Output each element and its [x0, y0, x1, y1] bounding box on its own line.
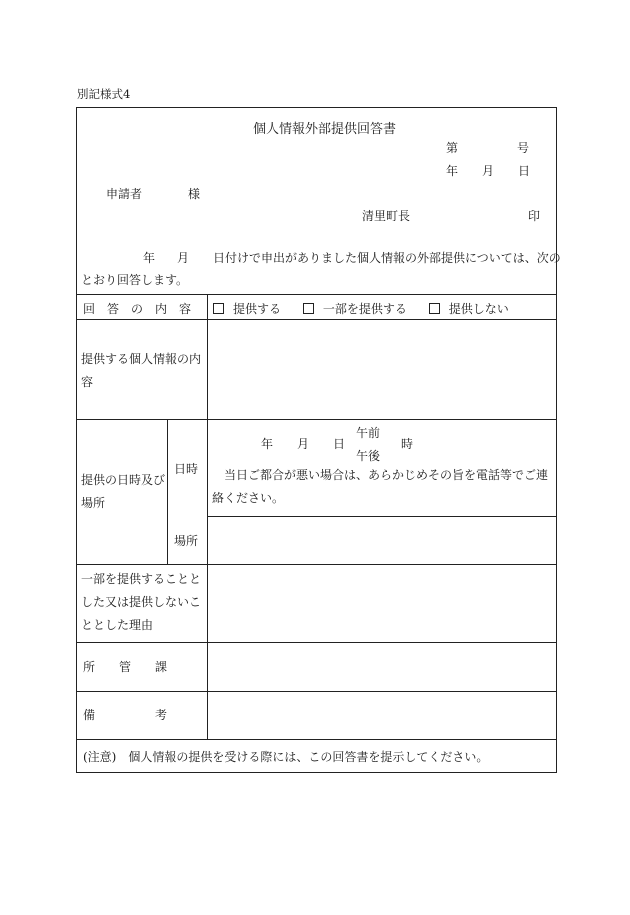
datetime-year-label: 年	[261, 437, 274, 451]
form-number: 別記様式4	[77, 87, 131, 101]
date-day-label: 日	[518, 164, 531, 178]
rule	[207, 516, 556, 517]
caution-note: (注意) 個人情報の提供を受ける際には、この回答書を提示してください。	[83, 750, 489, 764]
date-year-label: 年	[446, 164, 459, 178]
intro-month-label: 月	[177, 251, 190, 265]
rule	[77, 564, 556, 565]
doc-number-go: 号	[517, 141, 530, 155]
intro-text-line2: とおり回答します。	[81, 273, 189, 287]
option-partial[interactable]: 一部を提供する	[303, 302, 407, 316]
applicant-label: 申請者	[106, 187, 143, 201]
rule	[77, 642, 556, 643]
datetime-sublabel: 日時	[174, 462, 199, 476]
datetime-note: 当日ご都合が悪い場合は、あらかじめその旨を電話等でご連絡ください。	[212, 468, 549, 505]
checkbox-provide[interactable]	[213, 303, 224, 314]
remarks-label: 備 考	[83, 708, 168, 722]
datetime-month-label: 月	[297, 437, 310, 451]
doc-number-dai: 第	[446, 141, 459, 155]
provided-info-label: 提供する個人情報の内容	[81, 352, 202, 389]
answer-options	[213, 300, 527, 317]
option-provide[interactable]: 提供する	[213, 302, 281, 316]
answer-content-label: 回 答 の 内 容	[83, 302, 192, 316]
datetime-place-label: 提供の日時及び場所	[81, 473, 166, 510]
issuer-name: 清里町長	[362, 209, 411, 223]
hour-label: 時	[401, 437, 414, 451]
rule	[77, 739, 556, 740]
form-title: 個人情報外部提供回答書	[253, 122, 397, 137]
datetime-day-label: 日	[333, 437, 346, 451]
rule	[167, 419, 168, 564]
checkbox-not-provide[interactable]	[429, 303, 440, 314]
place-sublabel: 場所	[174, 534, 199, 548]
option-not-provide[interactable]: 提供しない	[429, 302, 509, 316]
am-label: 午前	[356, 426, 381, 440]
seal-mark: 印	[528, 209, 541, 223]
pm-label: 午後	[356, 449, 381, 463]
answer-form	[76, 107, 561, 773]
checkbox-partial[interactable]	[303, 303, 314, 314]
rule	[77, 294, 556, 295]
intro-year-label: 年	[143, 251, 156, 265]
reason-label: 一部を提供することとした又は提供しないこととした理由	[81, 572, 202, 632]
date-month-label: 月	[482, 164, 495, 178]
intro-text-line1: 日付けで申出がありました個人情報の外部提供については、次の	[213, 251, 561, 265]
rule	[77, 319, 556, 320]
rule	[77, 419, 556, 420]
applicant-honorific: 様	[188, 187, 201, 201]
rule	[77, 691, 556, 692]
department-label: 所 管 課	[83, 660, 168, 674]
rule	[207, 294, 208, 739]
